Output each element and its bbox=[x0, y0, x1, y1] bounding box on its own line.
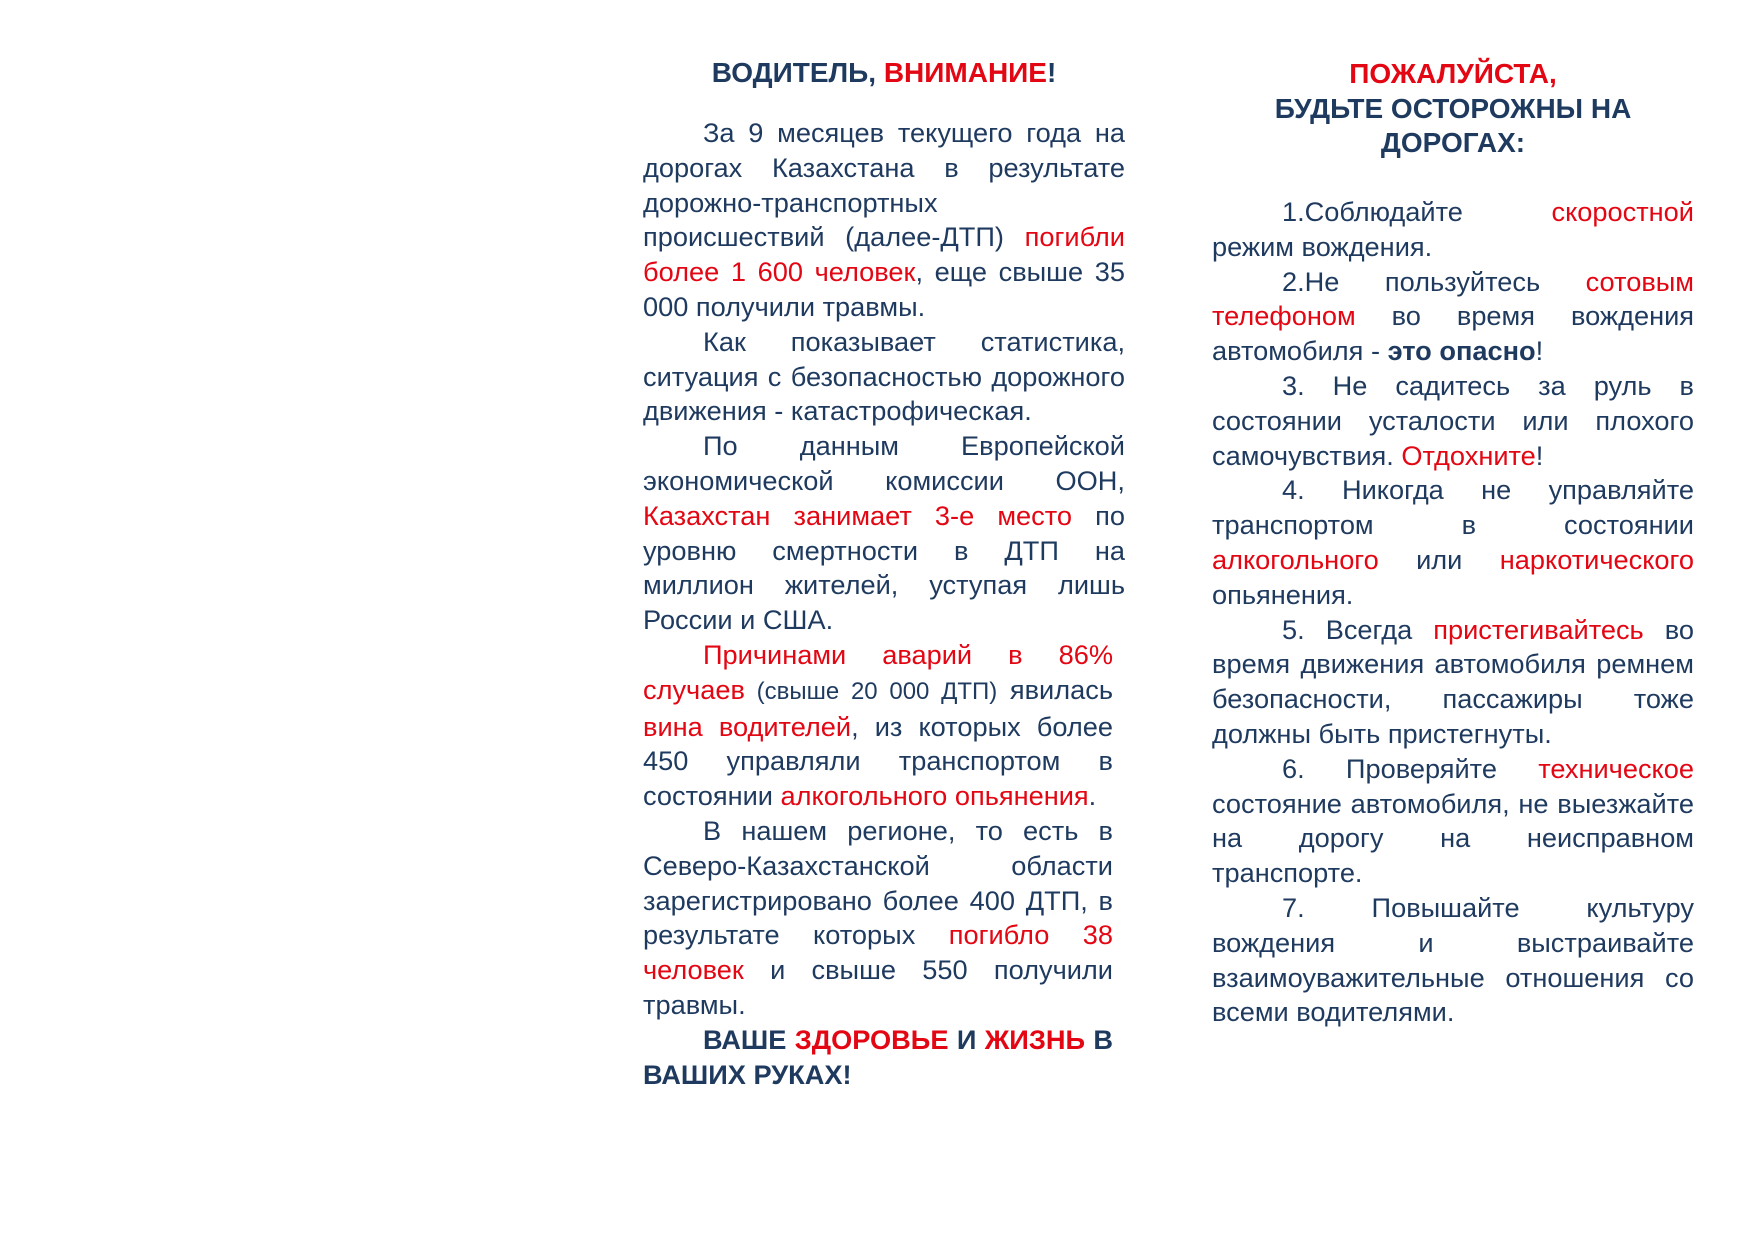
text: ! bbox=[1535, 335, 1544, 367]
title-roads: ДОРОГАХ: bbox=[1380, 127, 1526, 158]
text: И bbox=[948, 1023, 985, 1055]
bold-dangerous: это опасно bbox=[1387, 335, 1536, 367]
title-please: ПОЖАЛУЙСТА, bbox=[1349, 58, 1557, 89]
title-be-careful: БУДЬТЕ ОСТОРОЖНЫ НА bbox=[1274, 92, 1632, 124]
text: или bbox=[1378, 543, 1500, 575]
text: и свыше 550 получили травмы. bbox=[643, 954, 1113, 1020]
text-small: (свыше 20 000 ДТП) bbox=[744, 677, 998, 705]
text: явилась bbox=[997, 673, 1113, 705]
highlight-third-place: Казахстан занимает 3-е место bbox=[643, 499, 1073, 531]
highlight-alcohol: алкогольного bbox=[1212, 543, 1379, 575]
rule-item-3 bbox=[1212, 369, 1694, 473]
text: В ВАШИХ РУКАХ! bbox=[643, 1023, 1113, 1090]
highlight-causes: Причинами аварий в 86% случаев bbox=[643, 638, 1113, 705]
text: 1.Соблюдайте bbox=[1282, 196, 1552, 227]
text: ВАШЕ bbox=[703, 1023, 795, 1055]
text: состояние автомобиля, не выезжайте на дорогу на неисправном транспорте. bbox=[1212, 787, 1694, 889]
highlight-speed: скоростной bbox=[1551, 196, 1694, 227]
rule-item-7 bbox=[1212, 891, 1694, 1030]
text: 2.Не пользуйтесь bbox=[1282, 265, 1586, 297]
highlight-life: ЖИЗНЬ bbox=[984, 1023, 1086, 1055]
paragraph-statistics-kazakhstan bbox=[643, 116, 1125, 325]
highlight-deaths: погибли более 1 600 человек bbox=[643, 221, 1125, 288]
rule-item-1 bbox=[1212, 195, 1694, 265]
text: , из которых более 450 управляли транспортом в состоянии bbox=[643, 710, 1113, 812]
left-title bbox=[643, 56, 1125, 90]
text: 5. Всегда bbox=[1282, 613, 1434, 645]
text: 4. Никогда не управляйте транспортом в состоянии bbox=[1212, 474, 1694, 541]
rule-item-6 bbox=[1212, 752, 1694, 891]
paragraph-un-data bbox=[643, 429, 1125, 638]
highlight-region-deaths: погибло 38 человек bbox=[643, 919, 1113, 986]
highlight-technical: техническое bbox=[1538, 752, 1694, 784]
title-driver: ВОДИТЕЛЬ, bbox=[711, 57, 884, 88]
highlight-narcotic: наркотического bbox=[1499, 543, 1694, 575]
text: В нашем регионе, то есть в Северо-Казахстанской области зарегистрировано более 400 ДТП, в результате которых bbox=[643, 814, 1113, 951]
text: 3. Не садитесь за руль в состоянии усталости или плохого самочувствия. bbox=[1212, 369, 1694, 471]
text: по уровню смертности в ДТП на миллион жителей, уступая лишь России и США. bbox=[643, 499, 1126, 636]
text: , еще свыше 35 000 получили травмы. bbox=[643, 256, 1125, 322]
highlight-rest: Отдохните bbox=[1401, 439, 1536, 471]
rule-item-2 bbox=[1212, 265, 1694, 369]
highlight-alcohol: алкогольного опьянения bbox=[780, 780, 1089, 812]
rule-item-4 bbox=[1212, 473, 1694, 612]
rules-list bbox=[1212, 195, 1694, 1030]
text: 7. Повышайте культуру вождения и выстраивайте взаимоуважительные отношения со всеми водителями. bbox=[1212, 891, 1694, 1028]
title-exclamation: ! bbox=[1046, 57, 1057, 88]
rule-item-5 bbox=[1212, 613, 1694, 752]
text: во время движения автомобиля ремнем безопасности, пассажиры тоже должны быть пристегнуты. bbox=[1212, 613, 1694, 749]
left-body bbox=[643, 116, 1125, 1092]
text: . bbox=[1088, 780, 1097, 812]
title-attention: ВНИМАНИЕ bbox=[883, 57, 1047, 88]
highlight-seatbelt: пристегивайтесь bbox=[1433, 613, 1644, 645]
text: опьянения. bbox=[1212, 578, 1354, 610]
text: во время вождения автомобиля - bbox=[1212, 300, 1694, 367]
text: 6. Проверяйте bbox=[1282, 752, 1539, 784]
text: режим вождения. bbox=[1212, 230, 1433, 262]
highlight-driver-fault: вина водителей bbox=[643, 710, 852, 742]
text: За 9 месяцев текущего года на дорогах Казахстана в результате дорожно-транспортных происшествий (далее-ДТП) bbox=[643, 117, 1125, 253]
highlight-phone: сотовым телефоном bbox=[1212, 265, 1694, 332]
right-title bbox=[1212, 57, 1694, 161]
paragraph-region bbox=[643, 814, 1113, 1023]
text: ! bbox=[1535, 439, 1544, 471]
text: Как показывает статистика, ситуация с безопасностью дорожного движения - катастрофическая. bbox=[643, 325, 1125, 427]
closing-slogan bbox=[643, 1023, 1113, 1093]
paragraph-situation bbox=[643, 325, 1125, 429]
highlight-health: ЗДОРОВЬЕ bbox=[794, 1023, 949, 1055]
text: По данным Европейской экономической комиссии ООН, bbox=[643, 430, 1125, 496]
paragraph-causes bbox=[643, 638, 1113, 814]
